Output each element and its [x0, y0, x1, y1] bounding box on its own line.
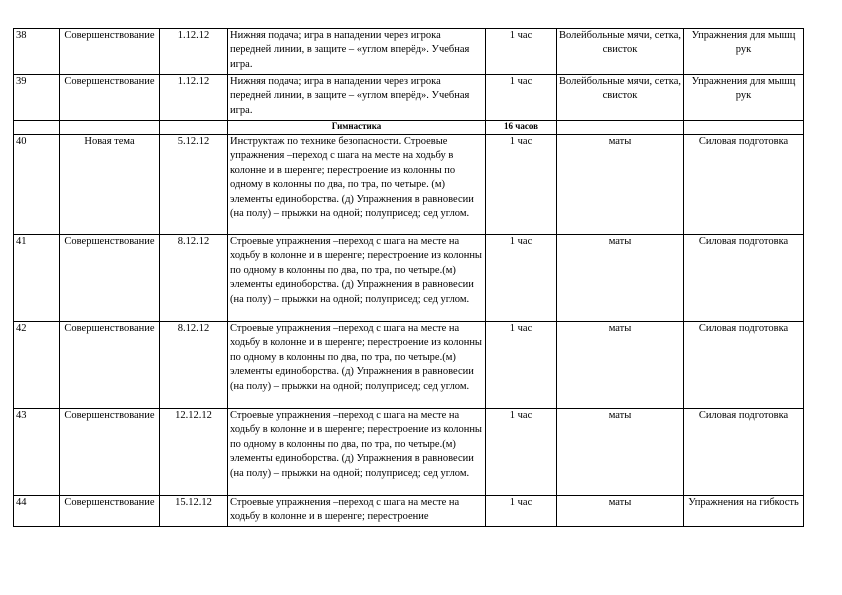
- lesson-hours: 1 час: [486, 496, 557, 527]
- lesson-topic: Строевые упражнения –переход с шага на месте на ходьбу в колонне и в шеренге; перестроение: [228, 496, 486, 527]
- lesson-topic: Строевые упражнения –переход с шага на месте на ходьбу в колонне и в шеренге; перестроение из колонны по одному в колонны по два, по тра, по четыре.(м) элементы единоборства. (д) Упражнения в равновесии (на полу) – прыжки на одной; полуприсед; сед углом.: [228, 235, 486, 322]
- lesson-date: 8.12.12: [160, 235, 228, 322]
- lesson-hours: 1 час: [486, 235, 557, 322]
- lesson-date: 1.12.12: [160, 75, 228, 121]
- lesson-date: 5.12.12: [160, 135, 228, 235]
- lesson-number: 40: [14, 135, 60, 235]
- section-title: Гимнастика: [228, 121, 486, 135]
- lesson-hours: 1 час: [486, 322, 557, 409]
- lesson-equipment: маты: [557, 322, 684, 409]
- lesson-topic: Нижняя подача; игра в нападении через игрока передней линии, в защите – «углом вперёд». Учебная игра.: [228, 29, 486, 75]
- lesson-equipment: Волейбольные мячи, сетка, свисток: [557, 29, 684, 75]
- lesson-equipment: маты: [557, 409, 684, 496]
- lesson-equipment: маты: [557, 135, 684, 235]
- lesson-homework: Упражнения на гибкость: [684, 496, 804, 527]
- section-row: [14, 121, 804, 135]
- lesson-equipment: маты: [557, 235, 684, 322]
- lesson-hours: 1 час: [486, 409, 557, 496]
- lesson-plan-table: [13, 28, 804, 527]
- lesson-type: Совершенствование: [60, 75, 160, 121]
- lesson-type: Совершенствование: [60, 496, 160, 527]
- lesson-hours: 1 час: [486, 29, 557, 75]
- lesson-homework: Силовая подготовка: [684, 235, 804, 322]
- lesson-homework: Силовая подготовка: [684, 322, 804, 409]
- lesson-date: 1.12.12: [160, 29, 228, 75]
- lesson-homework: Упражнения для мышц рук: [684, 29, 804, 75]
- lesson-number: 43: [14, 409, 60, 496]
- table-row: [14, 496, 804, 527]
- lesson-type: Совершенствование: [60, 322, 160, 409]
- lesson-type: Совершенствование: [60, 235, 160, 322]
- lesson-type: Совершенствование: [60, 29, 160, 75]
- lesson-topic: Нижняя подача; игра в нападении через игрока передней линии, в защите – «углом вперёд». Учебная игра.: [228, 75, 486, 121]
- lesson-homework: Силовая подготовка: [684, 135, 804, 235]
- lesson-topic: Инструктаж по технике безопасности. Строевые упражнения –переход с шага на месте на ходьбу в колонне и в шеренге; перестроение из колонны по одному в колонны по два, по тра, по четыре. (м) элементы единоборства. (д) Упражнения в равновесии (на полу) – прыжки на одной; полуприсед; сед углом.: [228, 135, 486, 235]
- lesson-homework: Упражнения для мышц рук: [684, 75, 804, 121]
- lesson-equipment: маты: [557, 496, 684, 527]
- lesson-homework: Силовая подготовка: [684, 409, 804, 496]
- lesson-topic: Строевые упражнения –переход с шага на месте на ходьбу в колонне и в шеренге; перестроение из колонны по одному в колонны по два, по тра, по четыре.(м) элементы единоборства. (д) Упражнения в равновесии (на полу) – прыжки на одной; полуприсед; сед углом.: [228, 409, 486, 496]
- lesson-number: 39: [14, 75, 60, 121]
- lesson-date: 8.12.12: [160, 322, 228, 409]
- lesson-date: 12.12.12: [160, 409, 228, 496]
- lesson-type: Новая тема: [60, 135, 160, 235]
- table-row: [14, 135, 804, 235]
- table-row: [14, 409, 804, 496]
- lesson-date: 15.12.12: [160, 496, 228, 527]
- table-row: [14, 235, 804, 322]
- lesson-topic: Строевые упражнения –переход с шага на месте на ходьбу в колонне и в шеренге; перестроение из колонны по одному в колонны по два, по тра, по четыре.(м) элементы единоборства. (д) Упражнения в равновесии (на полу) – прыжки на одной; полуприсед; сед углом.: [228, 322, 486, 409]
- lesson-equipment: Волейбольные мячи, сетка, свисток: [557, 75, 684, 121]
- lesson-number: 44: [14, 496, 60, 527]
- section-hours: 16 часов: [486, 121, 557, 135]
- lesson-number: 42: [14, 322, 60, 409]
- table-row: [14, 75, 804, 121]
- lesson-hours: 1 час: [486, 75, 557, 121]
- table-row: [14, 322, 804, 409]
- lesson-type: Совершенствование: [60, 409, 160, 496]
- table-row: [14, 29, 804, 75]
- lesson-number: 41: [14, 235, 60, 322]
- lesson-number: 38: [14, 29, 60, 75]
- lesson-hours: 1 час: [486, 135, 557, 235]
